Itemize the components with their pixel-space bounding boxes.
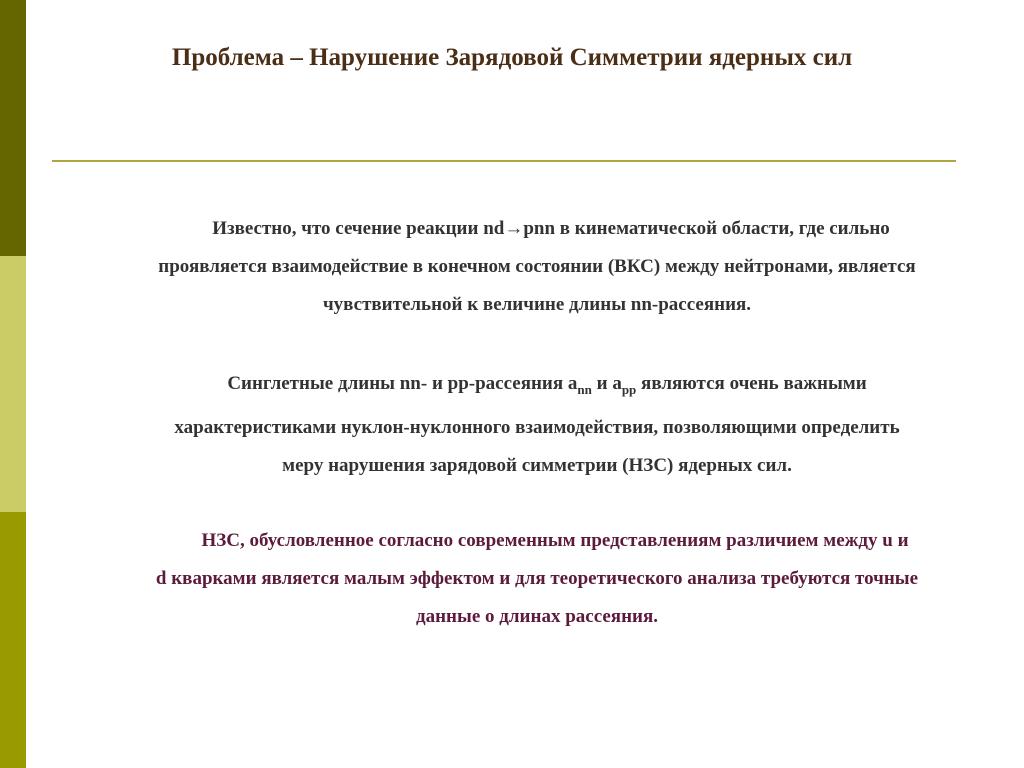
p2-text-b: и a bbox=[591, 373, 622, 394]
left-band-top bbox=[0, 0, 26, 256]
paragraph-nd-reaction bbox=[70, 210, 1004, 324]
subscript-nn: nn bbox=[577, 381, 592, 397]
paragraph-3-line-2: d кварками является малым эффектом и для теоретического анализа требуются точные bbox=[155, 568, 919, 589]
paragraph-2-line-3: меру нарушения зарядовой симметрии (НЗС) ядерных сил. bbox=[282, 454, 792, 476]
paragraph-1-line-1 bbox=[70, 210, 1004, 248]
paragraph-2-line-2: характеристиками нуклон-нуклонного взаимодействия, позволяющими определить bbox=[174, 416, 900, 438]
left-band-middle bbox=[0, 256, 26, 512]
paragraph-1-line-3: чувствительной к величине длины nn-рассеяния. bbox=[322, 294, 752, 315]
paragraph-1-line-2: проявляется взаимодействие в конечном состоянии (ВКС) между нейтронами, является bbox=[158, 256, 916, 277]
p2-text-c: являются очень важными bbox=[636, 373, 867, 394]
paragraph-singlet-lengths bbox=[70, 365, 1004, 485]
p1-text-b: pnn в кинематической области, где сильно bbox=[523, 218, 890, 239]
left-band-bottom bbox=[0, 512, 26, 768]
paragraph-3-line-1: НЗС, обусловленное согласно современным представлениям различием между u и bbox=[201, 530, 909, 551]
p2-text-a: Синглетные длины nn- и pp-рассеяния a bbox=[227, 373, 578, 394]
paragraph-csb-quarks bbox=[70, 522, 1004, 636]
slide-title: Проблема – Нарушение Зарядовой Симметрии ядерных сил bbox=[171, 44, 853, 71]
paragraph-3-line-3: данные о длинах рассеяния. bbox=[416, 606, 658, 627]
p1-text-a: Известно, что сечение реакции nd bbox=[212, 218, 505, 239]
paragraph-2-line-1 bbox=[70, 365, 1004, 409]
title-divider bbox=[52, 160, 956, 162]
subscript-pp: pp bbox=[621, 381, 637, 397]
arrow-right-icon: → bbox=[504, 218, 524, 239]
